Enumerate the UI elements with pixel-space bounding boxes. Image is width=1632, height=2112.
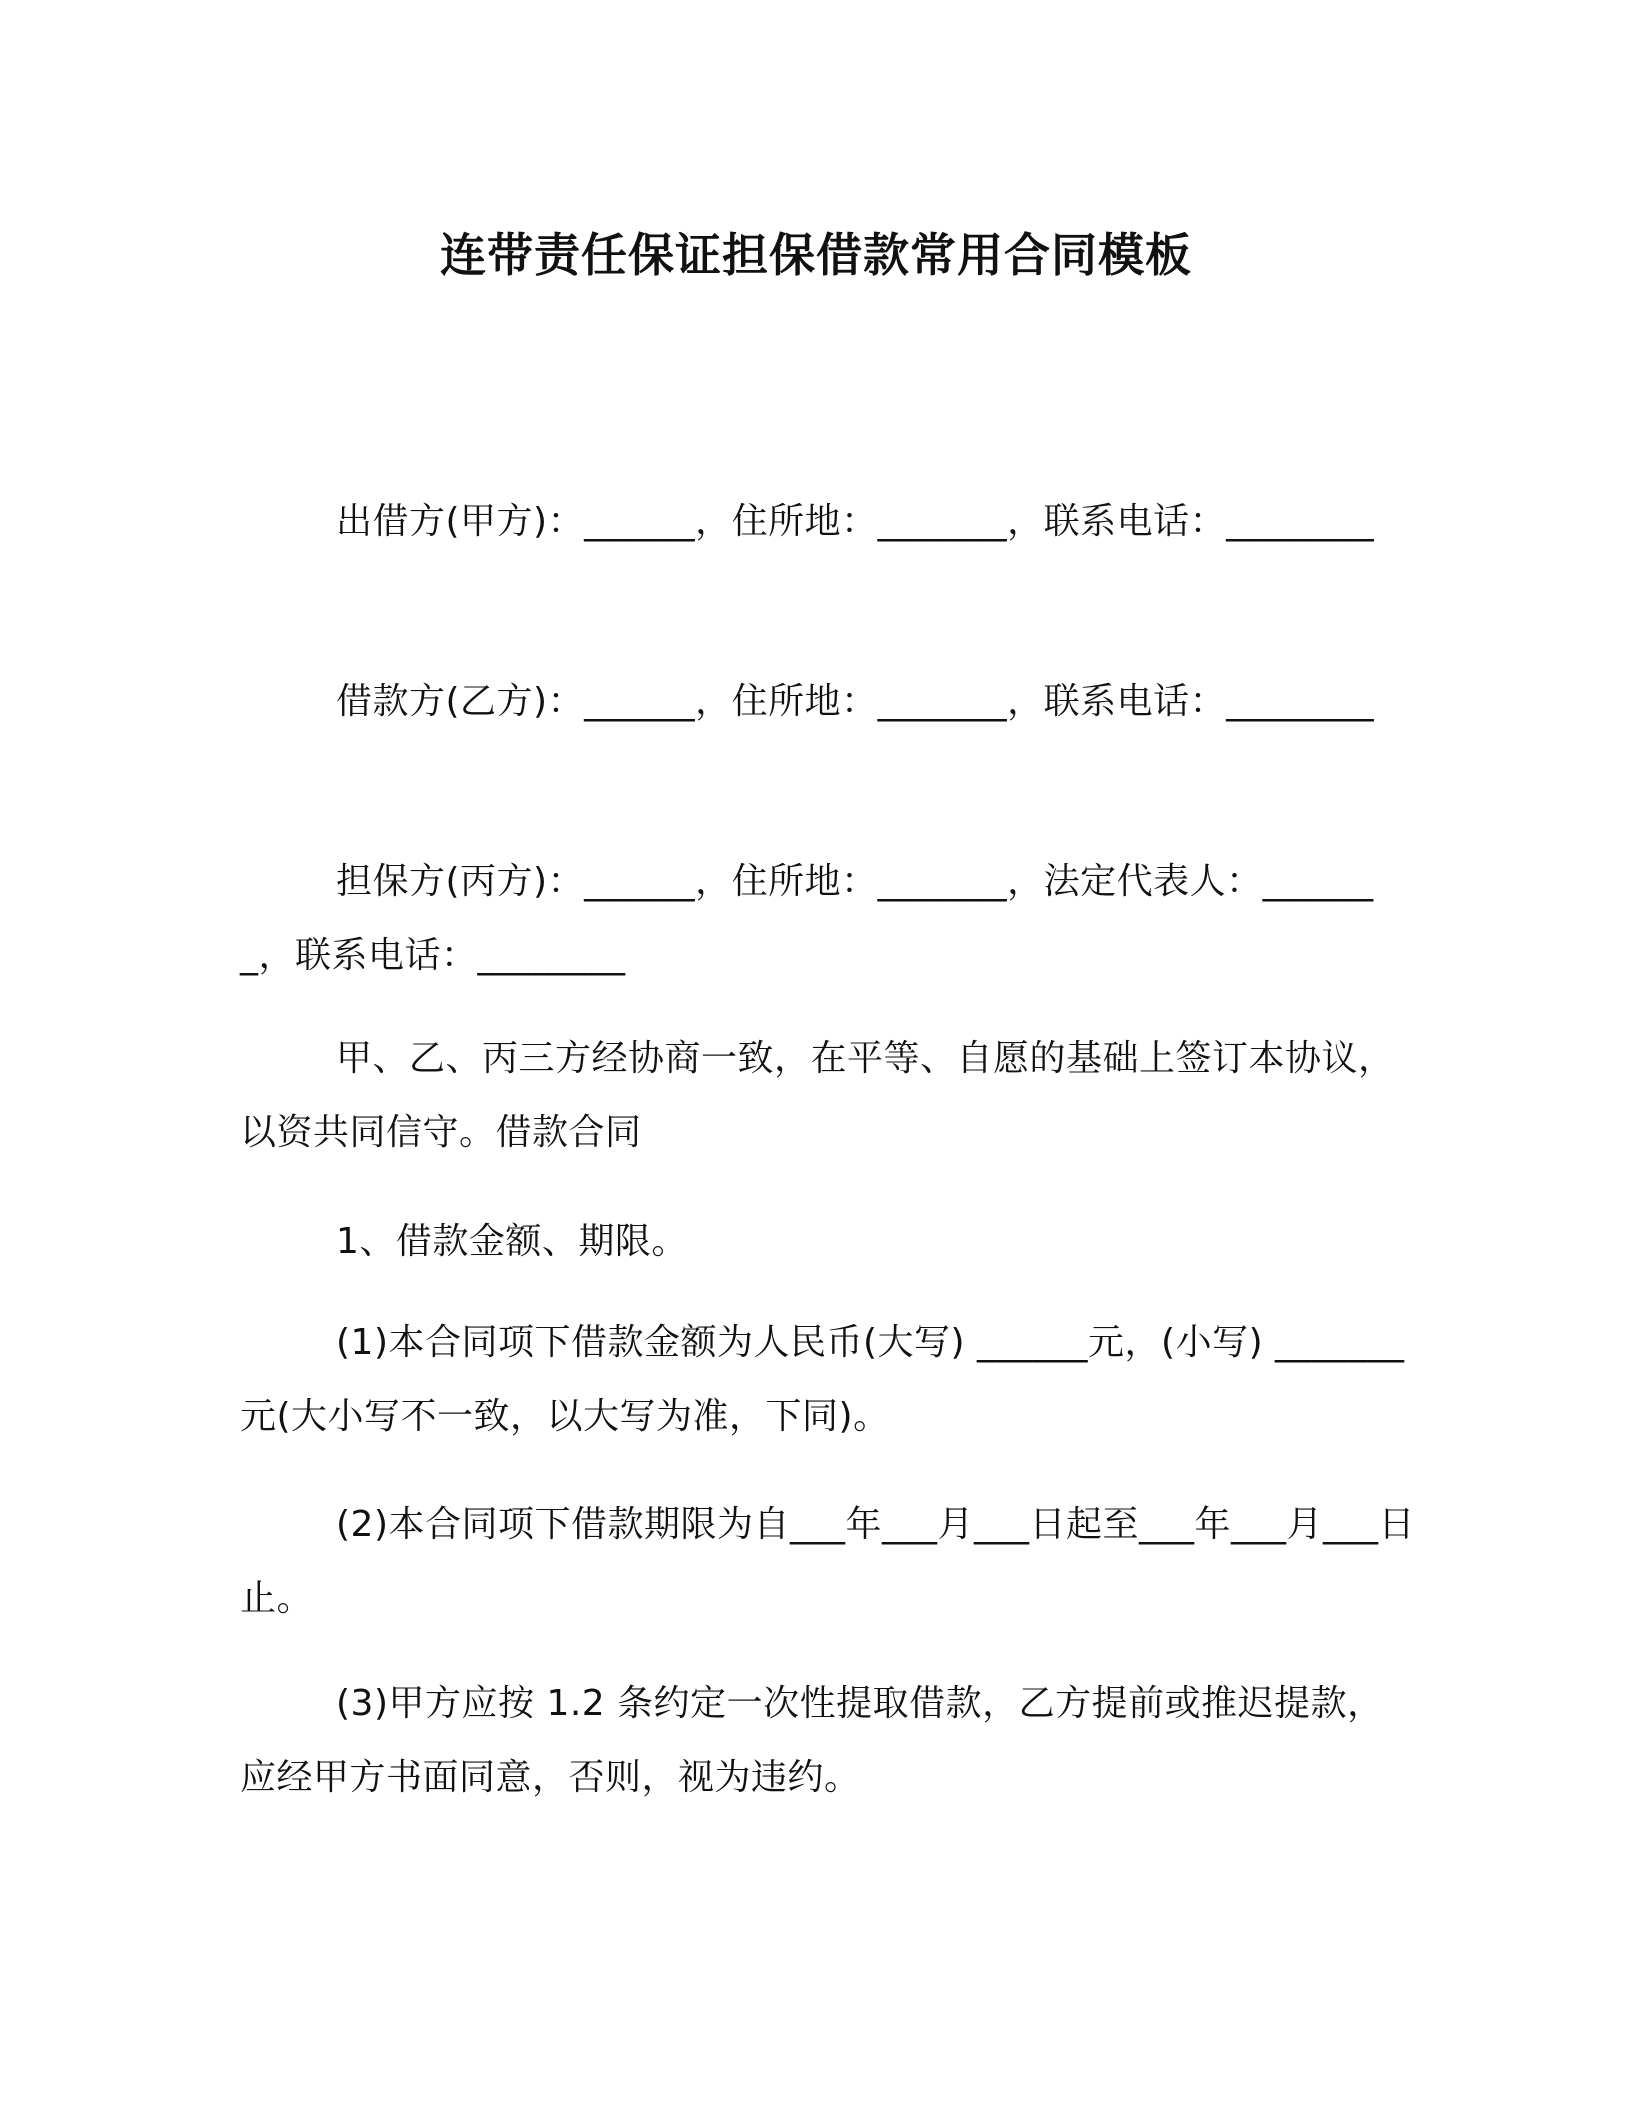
party-c-info: 担保方(丙方)：______，住所地：_______，法定代表人：_______，联系电话：________ <box>240 861 1374 976</box>
document-title: 连带责任保证担保借款常用合同模板 <box>440 228 1192 282</box>
agreement-preamble: 甲、乙、丙三方经协商一致，在平等、自愿的基础上签订本协议，以资共同信守。借款合同 <box>240 1038 1395 1153</box>
clause-1-heading: 1、借款金额、期限。 <box>336 1221 688 1262</box>
clause-1-3: (3)甲方应按 1.2 条约定一次性提取借款，乙方提前或推迟提款，应经甲方书面同意，否则，视为违约。 <box>240 1683 1384 1798</box>
clause-1-1: (1)本合同项下借款金额为人民币(大写) ______元，(小写) _______元(大小写不一致，以大写为准，下同)。 <box>240 1322 1405 1437</box>
party-b-info: 借款方(乙方)：______，住所地：_______，联系电话：________ <box>336 681 1375 722</box>
clause-1-2: (2)本合同项下借款期限为自___年___月___日起至___年___月___日止。 <box>240 1504 1415 1619</box>
party-a-info: 出借方(甲方)：______，住所地：_______，联系电话：________ <box>336 501 1375 542</box>
